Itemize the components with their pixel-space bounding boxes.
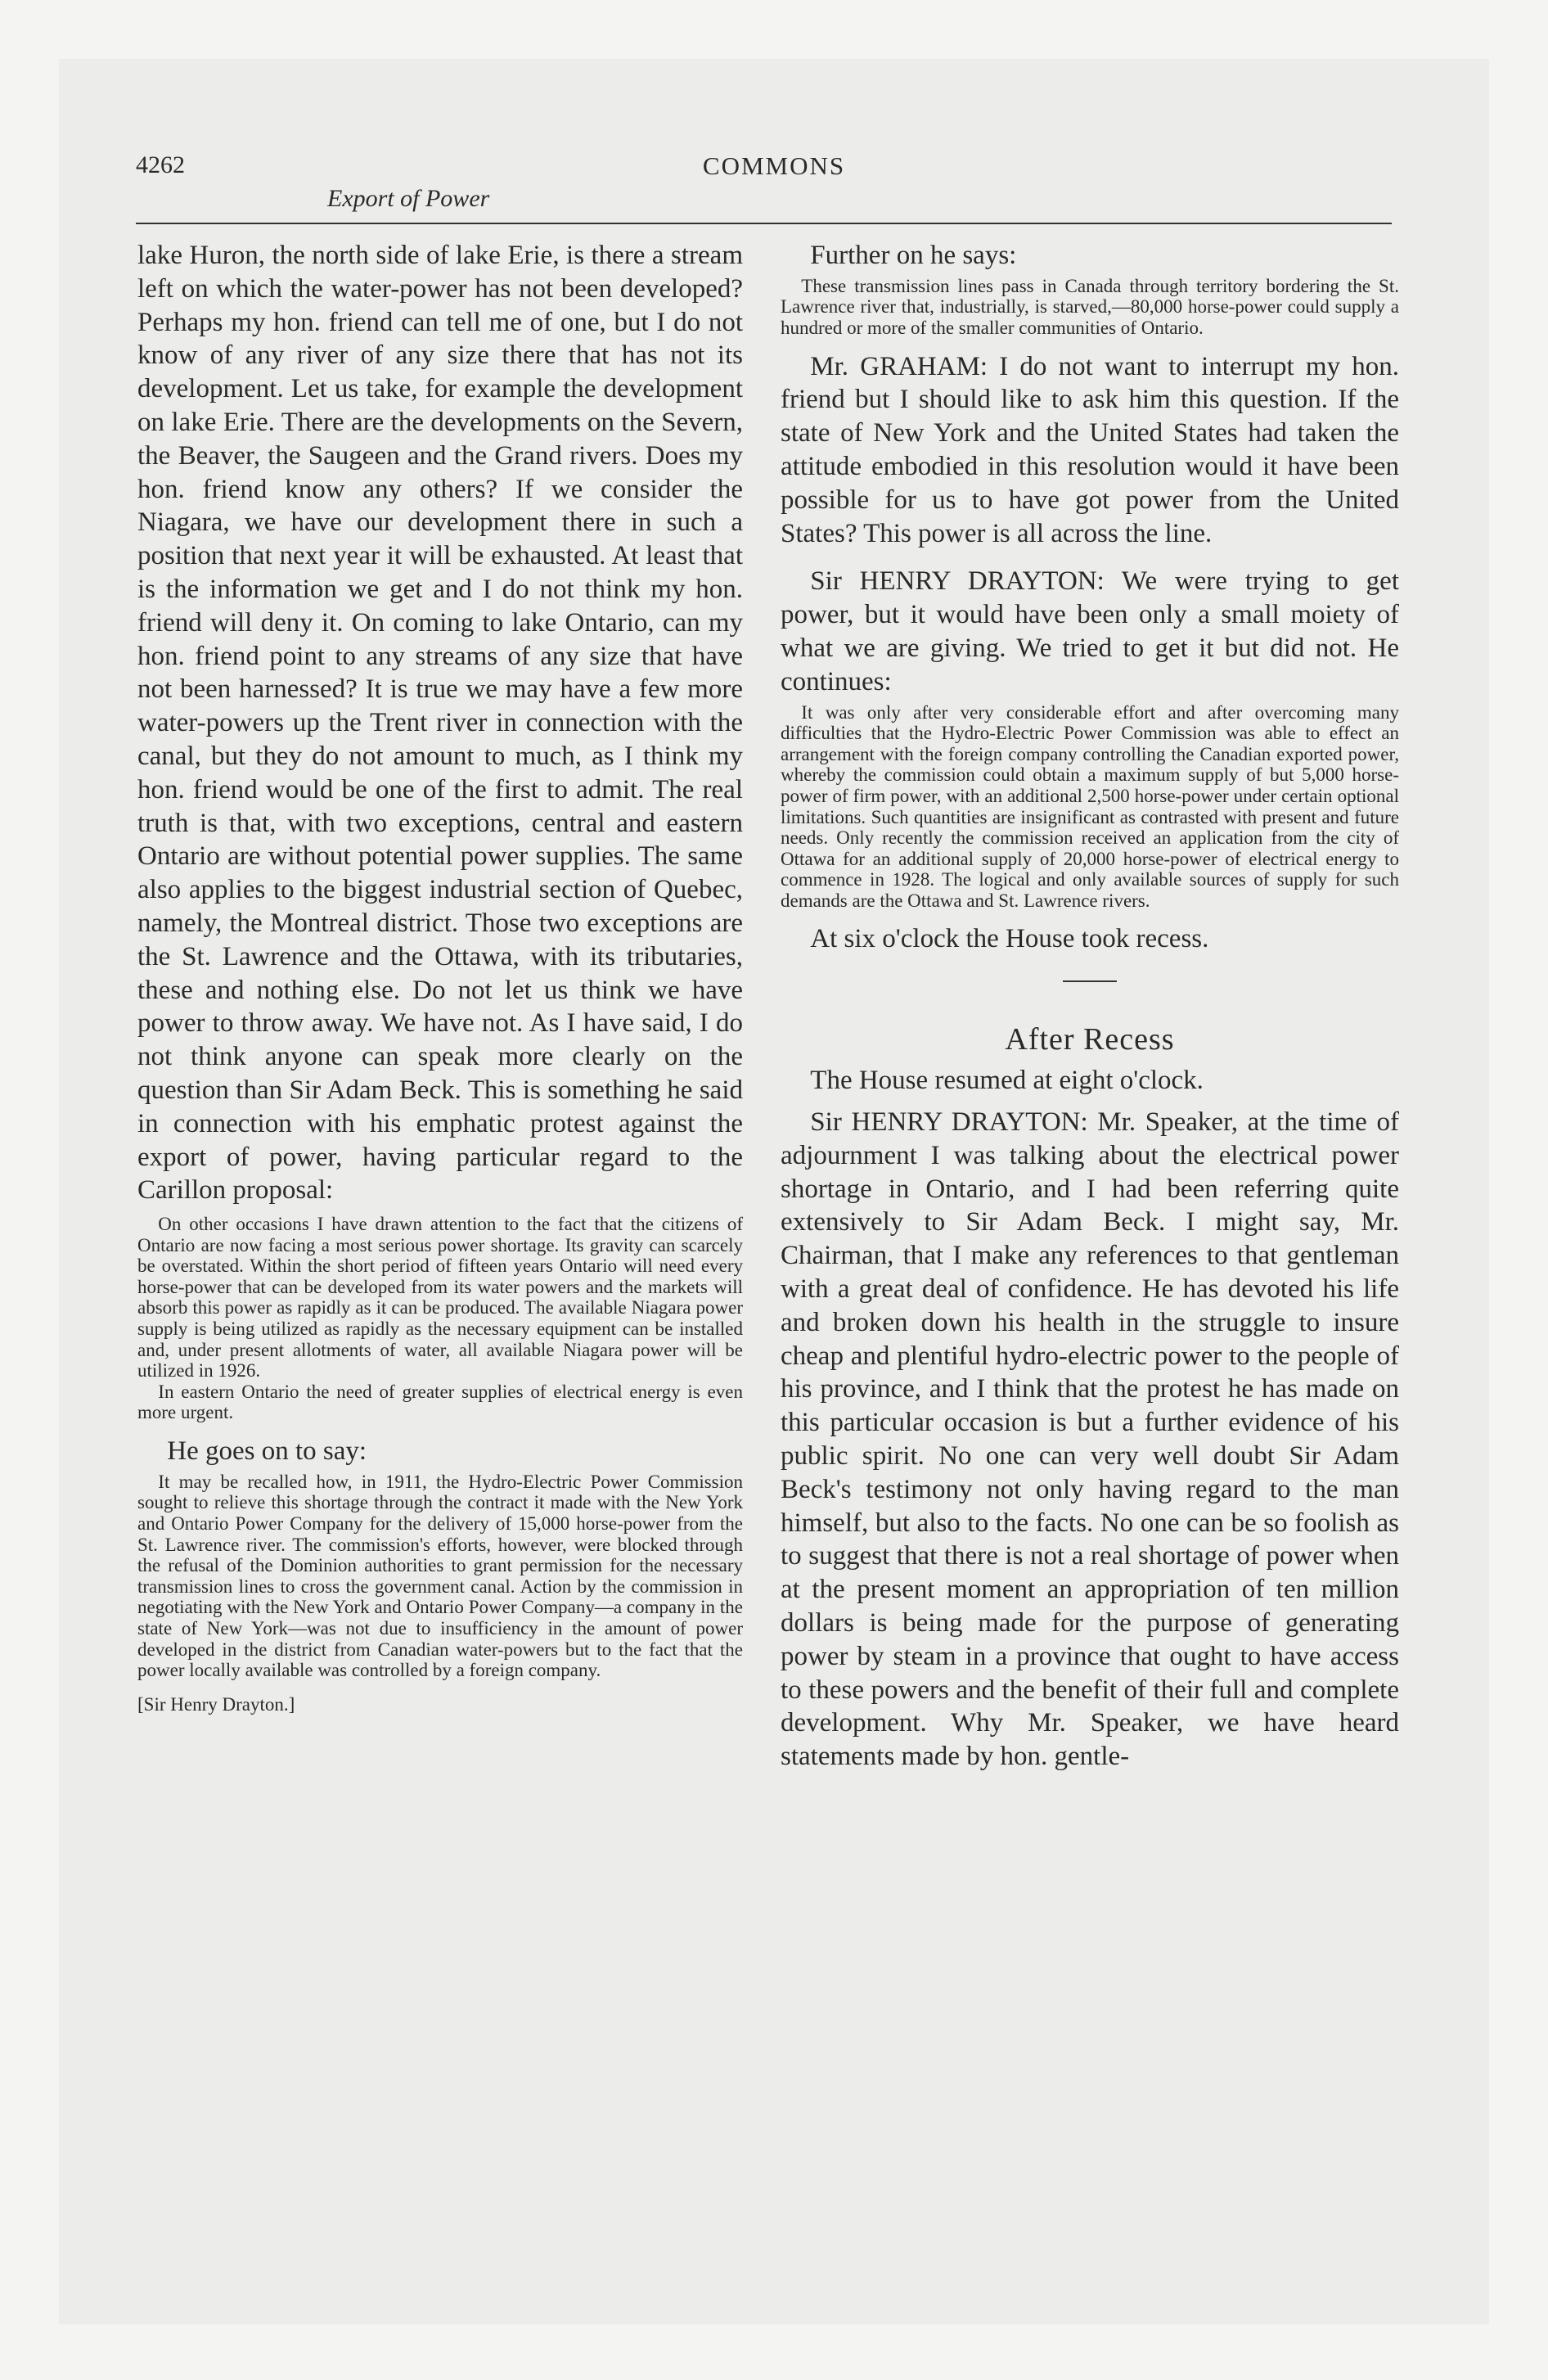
left-quote-2: It may be recalled how, in 1911, the Hydro-Electric Power Commission sought to relieve this shortage through the contract it made with the New York and Ontario Power Company for the delivery of 15,000 horse-power from the St. Lawrence river. The commission's efforts, however, were blocked through the refusal of the Dominion authorities to grant permission for the necessary transmission lines to cross the government canal. Action by the commission in negotiating with the New York and Ontario Power Company—a company in the state of New York—was not due to insufficiency in the amount of power developed in the district from Canadian water-powers but to the fact that the power locally available was controlled by a foreign company. bbox=[137, 1471, 743, 1681]
journal-title: COMMONS bbox=[702, 151, 846, 180]
right-column bbox=[781, 239, 1399, 1774]
right-quote-2: It was only after very considerable effort and after overcoming many difficulties that the Hydro-Electric Power Commission was able to effect an arrangement with the foreign company controlling the Canadian exported power, whereby the commission could obtain a maximum supply of but 5,000 horse-power of firm power, with an additional 2,500 horse-power under certain optional limitations. Such quantities are insignificant as contrasted with present and future needs. Only recently the commission received an application from the city of Ottawa for an additional supply of 20,000 horse-power of electrical energy to commence in 1928. The logical and only available sources of supply for such demands are the Ottawa and St. Lawrence rivers. bbox=[781, 701, 1399, 911]
right-paragraph-6: Sir HENRY DRAYTON: Mr. Speaker, at the time of adjournment I was talking about the electrical power shortage in Ontario, and I had been referring quite extensively to Sir Adam Beck. I might say, Mr. Chairman, that I make any references to that gentleman with a great deal of confidence. He has devoted his life and broken down his health in the struggle to insure cheap and plentiful hydro-electric power to the people of his province, and I think that the protest he has made on this particular occasion is but a further evidence of his public spirit. No one can very well doubt Sir Adam Beck's testimony not only having regard to the man himself, but also to the facts. No one can be so foolish as to suggest that there is not a real shortage of power when at the present moment an appropriation of ten million dollars is being made for the purpose of generating power by steam in a province that ought to have access to these powers and the benefit of their full and complete development. Why Mr. Speaker, we have heard statements made by hon. gentle- bbox=[781, 1107, 1399, 1772]
right-quote-1: These transmission lines pass in Canada through territory bordering the St. Lawrence river that, industrially, is starved,—80,000 horse-power could supply a hundred or more of the smaller communities of Ontario. bbox=[781, 275, 1399, 338]
spacer bbox=[781, 1098, 1399, 1106]
spacer bbox=[781, 550, 1399, 565]
speaker-attribution: [Sir Henry Drayton.] bbox=[137, 1693, 295, 1715]
left-paragraph-2: He goes on to say: bbox=[167, 1436, 367, 1467]
recess-line: At six o'clock the House took recess. bbox=[810, 924, 1209, 954]
right-paragraph-1: Further on he says: bbox=[810, 241, 1017, 270]
section-divider bbox=[1063, 980, 1117, 982]
left-quote-1b: In eastern Ontario the need of greater supplies of electrical energy is even more urgent. bbox=[137, 1381, 743, 1423]
right-paragraph-3: Sir HENRY DRAYTON: We were trying to get power, but it would have been only a small moiety of what we are giving. We tried to get it but did not. He continues: bbox=[781, 566, 1399, 696]
right-paragraph-5: The House resumed at eight o'clock. bbox=[810, 1066, 1204, 1096]
page-number: 4262 bbox=[136, 151, 185, 178]
left-quote-1a: On other occasions I have drawn attention to the fact that the citizens of Ontario are now facing a most serious power shortage. Its gravity can scarcely be overstated. Within the short period of fifteen years Ontario will need every horse-power that can be developed from its water powers and the markets will absorb this power as rapidly as it can be produced. The available Niagara power supply is being utilized as rapidly as the necessary equipment can be installed and, under present allotments of water, all available Niagara power will be utilized in 1926. bbox=[137, 1214, 743, 1382]
after-recess-heading: After Recess bbox=[1005, 1022, 1175, 1057]
right-paragraph-2: Mr. GRAHAM: I do not want to interrupt my hon. friend but I should like to ask him this question. If the state of New York and the United States had taken the attitude embodied in this resolution would it have been possible for us to have got power from the United States? This power is all across the line. bbox=[781, 351, 1399, 548]
left-column bbox=[137, 239, 743, 1715]
left-paragraph-1: lake Huron, the north side of lake Erie, is there a stream left on which the water-power has not been developed? Perhaps my hon. friend can tell me of one, but I do not know of any river of any size there that has not its development. Let us take, for example the development on lake Erie. There are the developments on the Severn, the Beaver, the Saugeen and the Grand rivers. Does my hon. friend know any others? If we consider the Niagara, we have our development there in such a position that next year it will be exhausted. At least that is the information we get and I do not think my hon. friend will deny it. On coming to lake Ontario, can my hon. friend point to any streams of any size that have not been harnessed? It is true we may have a few more water-powers up the Trent river in connection with the canal, but they do not amount to much, as I think my hon. friend would be one of the first to admit. The real truth is that, with two exceptions, central and eastern Ontario are without potential power supplies. The same also applies to the biggest industrial section of Quebec, namely, the Montreal district. Those two exceptions are the St. Lawrence and the Ottawa, with its tributaries, these and nothing else. Do not let us think we have power to throw away. We have not. As I have said, I do not think anyone can speak more clearly on the question than Sir Adam Beck. This is something he said in connection with his emphatic protest against the export of power, having particular regard to the Carillon proposal: bbox=[137, 241, 743, 1206]
section-title: Export of Power bbox=[327, 185, 490, 212]
header-rule bbox=[136, 223, 1392, 224]
